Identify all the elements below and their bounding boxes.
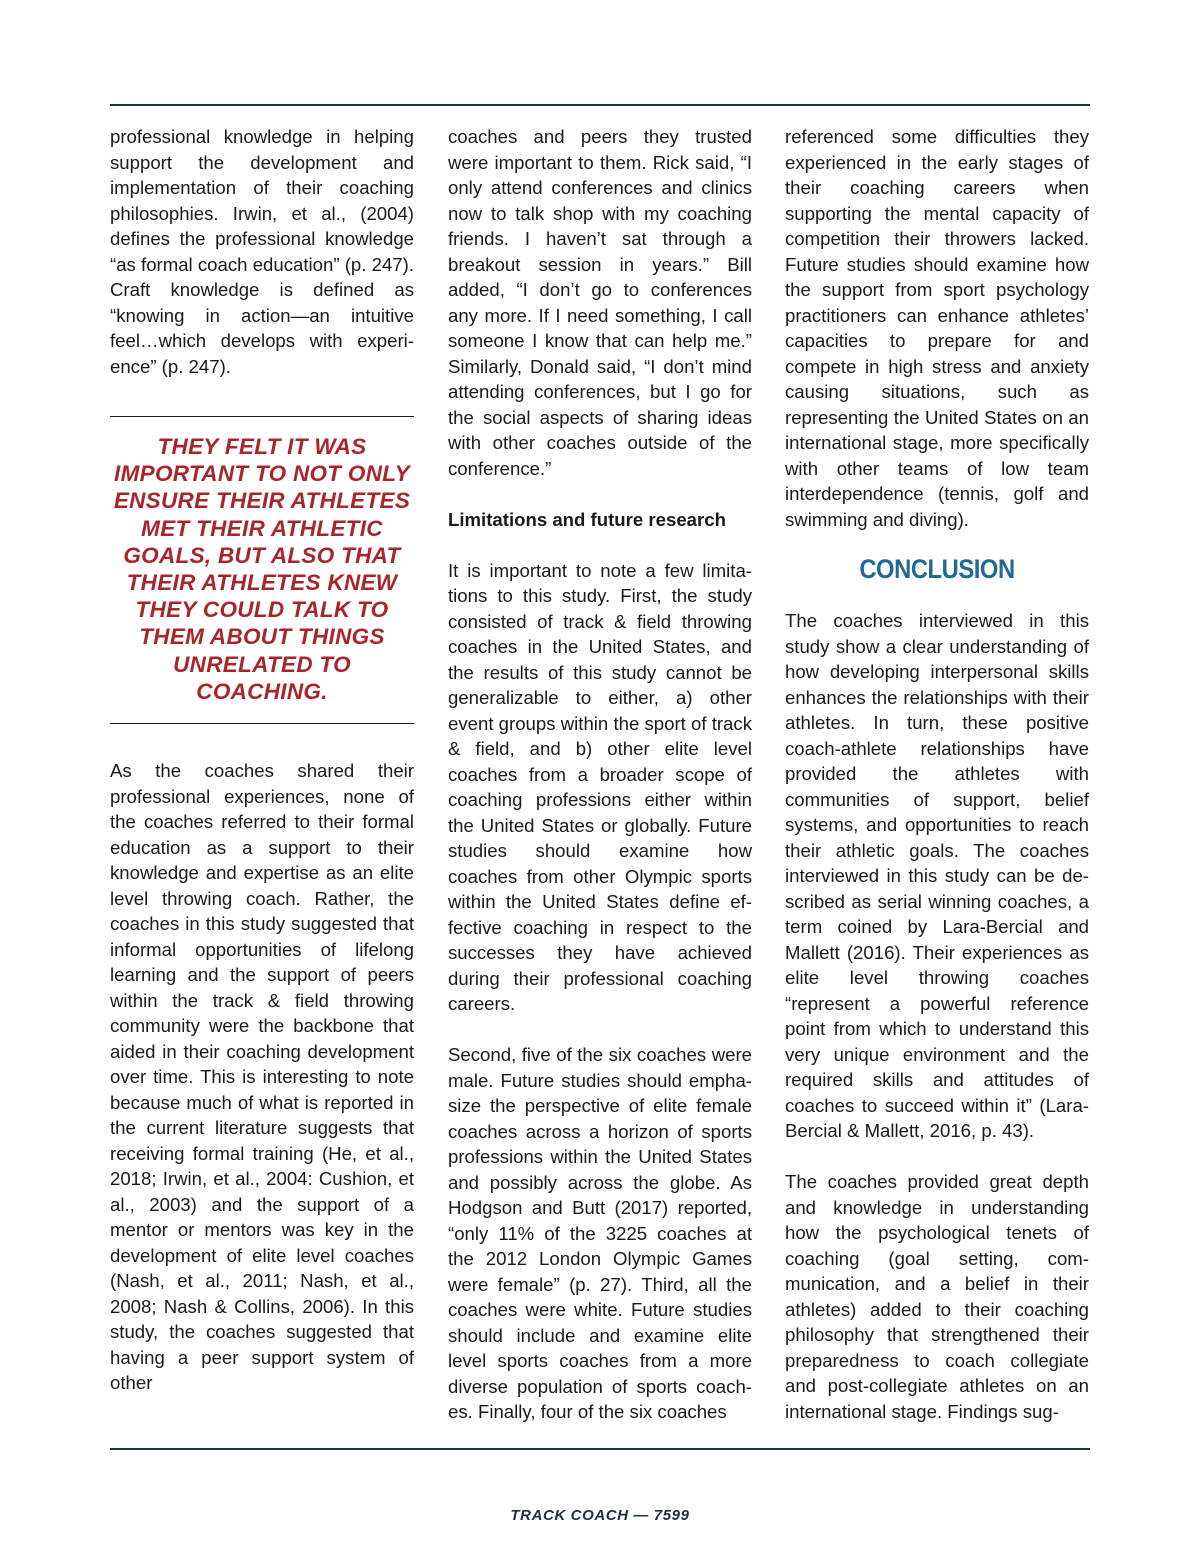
column-2-paragraph-1: coaches and peers they trusted were important to them. Rick said, “I only attend conferences and clinics now to talk shop with my coaching friends. I haven’t sat through a breakout session in years.” Bill added, “I don’t go to conferences any more. If I need something, I call someone I know that can help me.” Similarly, Donald said, “I don’t mind attending conferences, but I go for the social aspects of sharing ideas with other coaches outside of the conference.” <box>448 126 752 479</box>
page-footer: TRACK COACH — 7599 <box>510 1507 690 1524</box>
conclusion-heading: CONCLUSION <box>859 554 1015 584</box>
column-3 <box>785 124 1089 1424</box>
pullquote-bottom-rule <box>110 723 414 724</box>
column-1-paragraph-1: professional knowledge in helping support the development and implementation of their coaching philosophies. Irwin, et al., (2004) defines the professional knowledge “as formal coach education” (p. 247). Craft knowledge is defined as “knowing in action—an intuitive feel…which develops with experience” (p. 247). <box>110 126 414 377</box>
column-3-paragraph-3: The coaches provided great depth and knowledge in understanding how the psychological tenets of coaching (goal setting, communication, and a belief in their athletes) added to their coaching philosophy that strengthened their preparedness to coach collegiate and post-collegiate athletes on an international stage. Findings sug- <box>785 1171 1089 1422</box>
pullquote: THEY FELT IT WAS IMPORTANT TO NOT ONLY ENSURE THEIR ATHLETES MET THEIR ATHLETIC GOALS, BUT ALSO THAT THEIR ATHLETES KNEW THEY COULD TALK TO THEM ABOUT THINGS UNRELATED TO COACHING. <box>113 434 411 704</box>
header-rule <box>110 104 1090 106</box>
column-1 <box>110 124 414 1396</box>
subheading-limitations: Limitations and future research <box>448 508 726 530</box>
footer-rule <box>110 1448 1090 1450</box>
column-2 <box>448 124 752 1425</box>
column-3-paragraph-2: The coaches interviewed in this study show a clear understanding of how developing interpersonal skills enhances the relationships with their athletes. In turn, these positive coach-athlete relationships have provided the athletes with communities of support, belief systems, and opportunities to reach their athletic goals. The coaches interviewed in this study can be described as serial winning coaches, a term coined by Lara-Bercial and Mallett (2016). Their experiences as elite level throwing coaches “represent a powerful reference point from which to understand this very unique environment and the required skills and attitudes of coaches to succeed within it” (Lara-Bercial & Mallett, 2016, p. 43). <box>785 610 1089 1141</box>
column-3-paragraph-1: referenced some difficulties they experienced in the early stages of their coaching careers when supporting the mental capacity of competition their throwers lacked. Future studies should examine how the support from sport psychology practitioners can enhance athletes’ capacities to prepare for and compete in high stress and anxiety causing situations, such as representing the United States on an international stage, more specifically with other teams of low team interdependence (tennis, golf and swimming and diving). <box>785 126 1089 530</box>
pullquote-top-rule <box>110 416 414 417</box>
column-2-paragraph-3: Second, five of the six coaches were male. Future studies should emphasize the perspective of elite female coaches across a horizon of sports professions within the United States and possibly across the globe. As Hodgson and Butt (2017) reported, “only 11% of the 3225 coaches at the 2012 London Olympic Games were female” (p. 27). Third, all the coaches were white. Future studies should include and examine elite level sports coaches from a more diverse population of sports coaches. Finally, four of the six coaches <box>448 1044 752 1422</box>
column-2-paragraph-2: It is important to note a few limitations to this study. First, the study consisted of track & field throwing coaches in the United States, and the results of this study cannot be generalizable to either, a) other event groups within the sport of track & field, and b) other elite level coaches from a broader scope of coaching professions either within the United States or globally. Future studies should examine how coaches from other Olympic sports within the United States define effective coaching in respect to the successes they have achieved during their professional coaching careers. <box>448 559 752 1014</box>
column-1-paragraph-2: As the coaches shared their professional experiences, none of the coaches referred to their formal education as a support to their knowledge and expertise as an elite level throwing coach. Rather, the coaches in this study suggested that informal opportunities of lifelong learning and the support of peers within the track & field throwing community were the backbone that aided in their coaching development over time. This is interesting to note because much of what is reported in the current literature suggests that receiving formal training (He, et al., 2018; Irwin, et al., 2004: Cushion, et al., 2003) and the support of a mentor or mentors was key in the development of elite level coaches (Nash, et al., 2011; Nash, et al., 2008; Nash & Collins, 2006). In this study, the coaches suggested that having a peer support system of other <box>110 760 414 1394</box>
